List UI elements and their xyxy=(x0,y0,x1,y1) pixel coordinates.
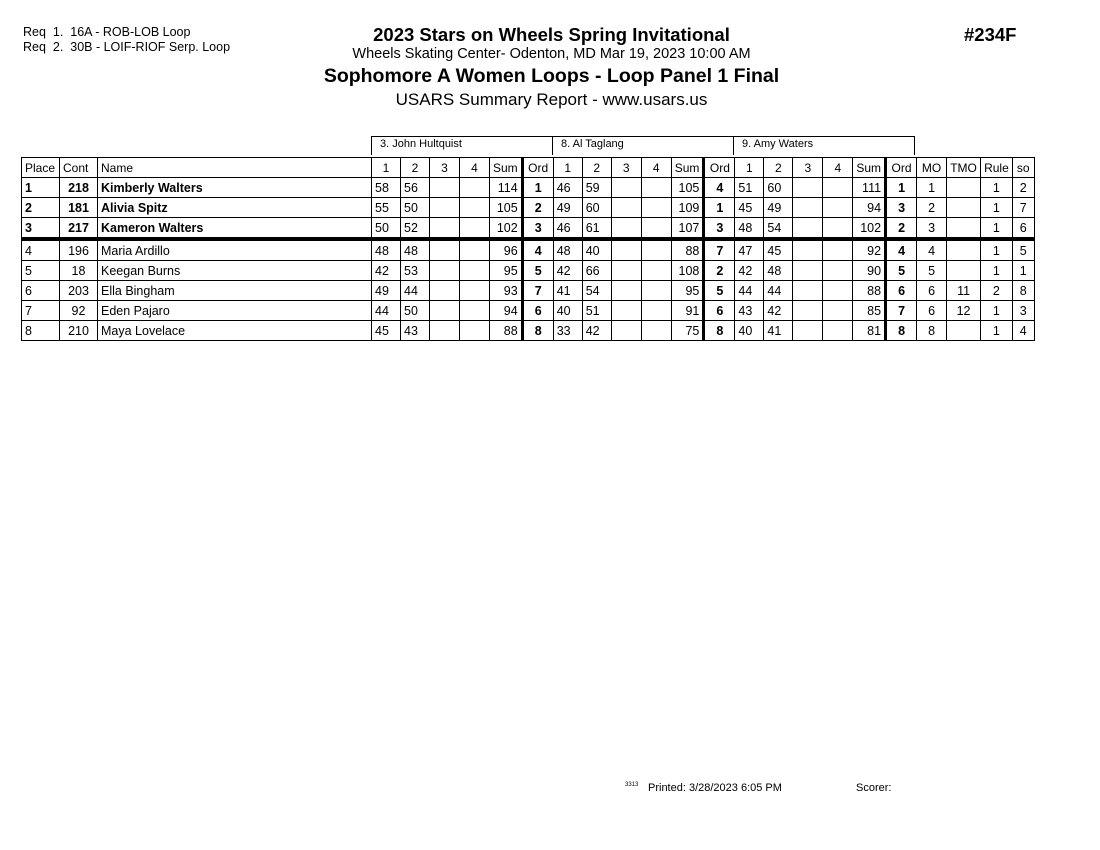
so-cell: 5 xyxy=(1012,239,1034,261)
tmo-cell xyxy=(947,178,981,198)
so-cell: 7 xyxy=(1012,198,1034,218)
j3-score-cell xyxy=(823,239,853,261)
j2-score-cell: 40 xyxy=(553,301,582,321)
col-cont: Cont xyxy=(60,158,98,178)
mo-cell: 6 xyxy=(917,301,947,321)
place-cell: 2 xyxy=(22,198,60,218)
so-cell: 6 xyxy=(1012,218,1034,240)
j3-score-cell: 40 xyxy=(735,321,764,341)
j2-ordinal-cell: 6 xyxy=(704,301,735,321)
j2-score-cell xyxy=(641,321,671,341)
table-row xyxy=(22,261,1035,281)
j2-score-cell xyxy=(641,178,671,198)
place-cell: 5 xyxy=(22,261,60,281)
tmo-cell xyxy=(947,198,981,218)
requirement-2: Req 2. 30B - LOIF-RIOF Serp. Loop xyxy=(23,40,231,54)
j3-score-cell xyxy=(793,321,823,341)
j2-score-cell: 33 xyxy=(553,321,582,341)
contestant-number-cell: 181 xyxy=(60,198,98,218)
j2-ordinal-cell: 4 xyxy=(704,178,735,198)
j3-sum-cell: 102 xyxy=(853,218,886,240)
j3-sum-cell: 92 xyxy=(853,239,886,261)
j2-score-cell xyxy=(611,301,641,321)
contestant-number-cell: 218 xyxy=(60,178,98,198)
j1-score-cell xyxy=(430,198,460,218)
col-j3-s4: 4 xyxy=(823,158,853,178)
j2-score-cell: 42 xyxy=(582,321,611,341)
j3-score-cell: 42 xyxy=(764,301,793,321)
tmo-cell xyxy=(947,218,981,240)
j2-sum-cell: 107 xyxy=(671,218,704,240)
j1-ordinal-cell: 3 xyxy=(522,218,553,240)
j2-score-cell xyxy=(641,301,671,321)
j2-sum-cell: 95 xyxy=(671,281,704,301)
place-cell: 1 xyxy=(22,178,60,198)
col-j1-s2: 2 xyxy=(401,158,430,178)
j3-sum-cell: 85 xyxy=(853,301,886,321)
j3-score-cell: 60 xyxy=(764,178,793,198)
mo-cell: 1 xyxy=(917,178,947,198)
j3-ordinal-cell: 1 xyxy=(886,178,917,198)
col-j2-s2: 2 xyxy=(582,158,611,178)
j3-ordinal-cell: 4 xyxy=(886,239,917,261)
j2-sum-cell: 105 xyxy=(671,178,704,198)
j2-ordinal-cell: 8 xyxy=(704,321,735,341)
j3-score-cell: 48 xyxy=(735,218,764,240)
j1-score-cell: 42 xyxy=(372,261,401,281)
contestant-number-cell: 203 xyxy=(60,281,98,301)
j1-sum-cell: 114 xyxy=(490,178,523,198)
rule-cell: 1 xyxy=(981,261,1013,281)
j2-ordinal-cell: 5 xyxy=(704,281,735,301)
j3-score-cell xyxy=(793,239,823,261)
tmo-cell xyxy=(947,239,981,261)
j1-score-cell: 50 xyxy=(372,218,401,240)
col-tmo: TMO xyxy=(947,158,981,178)
col-j1-s4: 4 xyxy=(460,158,490,178)
mo-cell: 4 xyxy=(917,239,947,261)
mo-cell: 6 xyxy=(917,281,947,301)
j2-ordinal-cell: 7 xyxy=(704,239,735,261)
col-j3-s3: 3 xyxy=(793,158,823,178)
skater-name-cell: Ella Bingham xyxy=(98,281,372,301)
skater-name-cell: Eden Pajaro xyxy=(98,301,372,321)
requirement-1: Req 1. 16A - ROB-LOB Loop xyxy=(23,25,191,39)
tmo-cell: 12 xyxy=(947,301,981,321)
j1-score-cell xyxy=(460,218,490,240)
j2-score-cell: 48 xyxy=(553,239,582,261)
skater-name-cell: Alivia Spitz xyxy=(98,198,372,218)
j3-score-cell: 43 xyxy=(735,301,764,321)
col-j1-s1: 1 xyxy=(372,158,401,178)
j1-score-cell xyxy=(460,239,490,261)
j1-score-cell xyxy=(430,218,460,240)
j2-sum-cell: 109 xyxy=(671,198,704,218)
rule-cell: 1 xyxy=(981,301,1013,321)
j2-score-cell xyxy=(611,261,641,281)
j2-ordinal-cell: 1 xyxy=(704,198,735,218)
j3-ordinal-cell: 3 xyxy=(886,198,917,218)
col-rule: Rule xyxy=(981,158,1013,178)
j3-score-cell: 42 xyxy=(735,261,764,281)
j3-sum-cell: 81 xyxy=(853,321,886,341)
j1-ordinal-cell: 7 xyxy=(522,281,553,301)
j2-score-cell: 49 xyxy=(553,198,582,218)
tmo-cell: 11 xyxy=(947,281,981,301)
j2-sum-cell: 88 xyxy=(671,239,704,261)
j2-score-cell: 41 xyxy=(553,281,582,301)
so-cell: 2 xyxy=(1012,178,1034,198)
rule-cell: 1 xyxy=(981,321,1013,341)
j1-score-cell xyxy=(430,281,460,301)
col-j2-sum: Sum xyxy=(671,158,704,178)
j3-ordinal-cell: 2 xyxy=(886,218,917,240)
col-so: so xyxy=(1012,158,1034,178)
table-row xyxy=(22,301,1035,321)
j3-score-cell: 51 xyxy=(735,178,764,198)
j3-ordinal-cell: 5 xyxy=(886,261,917,281)
j2-score-cell: 51 xyxy=(582,301,611,321)
j3-score-cell: 45 xyxy=(764,239,793,261)
so-cell: 4 xyxy=(1012,321,1034,341)
j1-score-cell xyxy=(460,261,490,281)
j1-score-cell: 55 xyxy=(372,198,401,218)
j2-sum-cell: 75 xyxy=(671,321,704,341)
col-j2-s3: 3 xyxy=(611,158,641,178)
j2-ordinal-cell: 3 xyxy=(704,218,735,240)
j1-score-cell: 50 xyxy=(401,301,430,321)
table-row xyxy=(22,321,1035,341)
j1-sum-cell: 105 xyxy=(490,198,523,218)
j3-score-cell: 54 xyxy=(764,218,793,240)
col-j3-s2: 2 xyxy=(764,158,793,178)
j1-score-cell xyxy=(460,301,490,321)
j3-score-cell xyxy=(793,261,823,281)
j3-ordinal-cell: 6 xyxy=(886,281,917,301)
judge-3-label: 9. Amy Waters xyxy=(734,136,915,155)
col-j3-ord: Ord xyxy=(886,158,917,178)
j1-sum-cell: 102 xyxy=(490,218,523,240)
contestant-number-cell: 196 xyxy=(60,239,98,261)
rule-cell: 1 xyxy=(981,218,1013,240)
skater-name-cell: Kameron Walters xyxy=(98,218,372,240)
table-row xyxy=(22,218,1035,240)
j1-score-cell: 58 xyxy=(372,178,401,198)
j1-score-cell xyxy=(430,301,460,321)
j3-sum-cell: 90 xyxy=(853,261,886,281)
mo-cell: 2 xyxy=(917,198,947,218)
col-j2-ord: Ord xyxy=(704,158,735,178)
j3-sum-cell: 111 xyxy=(853,178,886,198)
place-cell: 8 xyxy=(22,321,60,341)
j1-score-cell: 48 xyxy=(401,239,430,261)
mo-cell: 8 xyxy=(917,321,947,341)
table-row xyxy=(22,239,1035,261)
j2-score-cell xyxy=(611,198,641,218)
skater-name-cell: Maria Ardillo xyxy=(98,239,372,261)
j3-score-cell: 49 xyxy=(764,198,793,218)
col-mo: MO xyxy=(917,158,947,178)
col-name: Name xyxy=(98,158,372,178)
table-row xyxy=(22,198,1035,218)
skater-name-cell: Kimberly Walters xyxy=(98,178,372,198)
rule-cell: 1 xyxy=(981,239,1013,261)
j3-score-cell xyxy=(823,198,853,218)
j1-score-cell: 43 xyxy=(401,321,430,341)
j3-score-cell xyxy=(823,321,853,341)
j1-sum-cell: 96 xyxy=(490,239,523,261)
j3-score-cell xyxy=(823,178,853,198)
j3-sum-cell: 94 xyxy=(853,198,886,218)
col-j1-s3: 3 xyxy=(430,158,460,178)
col-j3-s1: 1 xyxy=(735,158,764,178)
table-row xyxy=(22,281,1035,301)
scorer-label: Scorer: xyxy=(856,782,892,794)
place-cell: 6 xyxy=(22,281,60,301)
so-cell: 8 xyxy=(1012,281,1034,301)
tmo-cell xyxy=(947,321,981,341)
j1-ordinal-cell: 5 xyxy=(522,261,553,281)
competition-title: 2023 Stars on Wheels Spring Invitational xyxy=(373,24,730,45)
j2-score-cell xyxy=(641,281,671,301)
place-cell: 4 xyxy=(22,239,60,261)
so-cell: 3 xyxy=(1012,301,1034,321)
j3-score-cell xyxy=(823,218,853,240)
j3-score-cell xyxy=(793,198,823,218)
event-id: #234F xyxy=(964,24,1017,45)
judge-1-label: 3. John Hultquist xyxy=(371,136,553,155)
j2-score-cell xyxy=(641,218,671,240)
j2-sum-cell: 91 xyxy=(671,301,704,321)
contestant-number-cell: 18 xyxy=(60,261,98,281)
j1-sum-cell: 93 xyxy=(490,281,523,301)
j3-score-cell xyxy=(823,281,853,301)
header-row xyxy=(22,158,1035,178)
j2-sum-cell: 108 xyxy=(671,261,704,281)
report-title: USARS Summary Report - www.usars.us xyxy=(395,90,708,109)
j1-score-cell: 52 xyxy=(401,218,430,240)
j1-score-cell xyxy=(430,261,460,281)
j2-score-cell xyxy=(611,218,641,240)
place-cell: 3 xyxy=(22,218,60,240)
j2-score-cell: 59 xyxy=(582,178,611,198)
j3-score-cell: 44 xyxy=(764,281,793,301)
col-j2-s1: 1 xyxy=(553,158,582,178)
j2-score-cell: 46 xyxy=(553,178,582,198)
j2-score-cell xyxy=(641,239,671,261)
j1-score-cell: 45 xyxy=(372,321,401,341)
j2-score-cell xyxy=(641,198,671,218)
j1-sum-cell: 88 xyxy=(490,321,523,341)
place-cell: 7 xyxy=(22,301,60,321)
skater-name-cell: Keegan Burns xyxy=(98,261,372,281)
j1-score-cell xyxy=(430,178,460,198)
col-j3-sum: Sum xyxy=(853,158,886,178)
j1-score-cell: 48 xyxy=(372,239,401,261)
j2-ordinal-cell: 2 xyxy=(704,261,735,281)
j1-score-cell xyxy=(430,239,460,261)
venue-line: Wheels Skating Center- Odenton, MD Mar 19, 2023 10:00 AM xyxy=(352,46,751,62)
so-cell: 1 xyxy=(1012,261,1034,281)
j1-score-cell xyxy=(430,321,460,341)
j3-score-cell xyxy=(823,301,853,321)
j3-score-cell xyxy=(793,178,823,198)
j1-ordinal-cell: 2 xyxy=(522,198,553,218)
j3-score-cell: 47 xyxy=(735,239,764,261)
j2-score-cell: 54 xyxy=(582,281,611,301)
footer-code: 3313 xyxy=(625,782,639,788)
j3-ordinal-cell: 8 xyxy=(886,321,917,341)
j1-score-cell: 44 xyxy=(401,281,430,301)
col-place: Place xyxy=(22,158,60,178)
tmo-cell xyxy=(947,261,981,281)
j2-score-cell: 42 xyxy=(553,261,582,281)
j2-score-cell: 61 xyxy=(582,218,611,240)
j2-score-cell: 40 xyxy=(582,239,611,261)
rule-cell: 1 xyxy=(981,178,1013,198)
j1-score-cell: 49 xyxy=(372,281,401,301)
col-j1-ord: Ord xyxy=(522,158,553,178)
j1-score-cell xyxy=(460,178,490,198)
j3-ordinal-cell: 7 xyxy=(886,301,917,321)
j1-sum-cell: 95 xyxy=(490,261,523,281)
rule-cell: 1 xyxy=(981,198,1013,218)
results-table xyxy=(21,157,1035,341)
mo-cell: 3 xyxy=(917,218,947,240)
rule-cell: 2 xyxy=(981,281,1013,301)
j1-score-cell xyxy=(460,281,490,301)
report-header xyxy=(0,24,1100,111)
j3-score-cell: 44 xyxy=(735,281,764,301)
j2-score-cell: 46 xyxy=(553,218,582,240)
skater-name-cell: Maya Lovelace xyxy=(98,321,372,341)
j3-score-cell: 48 xyxy=(764,261,793,281)
j1-ordinal-cell: 1 xyxy=(522,178,553,198)
j1-ordinal-cell: 4 xyxy=(522,239,553,261)
j2-score-cell xyxy=(611,178,641,198)
j2-score-cell xyxy=(611,239,641,261)
j1-sum-cell: 94 xyxy=(490,301,523,321)
contestant-number-cell: 217 xyxy=(60,218,98,240)
j3-score-cell xyxy=(823,261,853,281)
contestant-number-cell: 92 xyxy=(60,301,98,321)
j3-score-cell: 45 xyxy=(735,198,764,218)
j3-score-cell xyxy=(793,301,823,321)
j3-score-cell: 41 xyxy=(764,321,793,341)
col-j1-sum: Sum xyxy=(490,158,523,178)
mo-cell: 5 xyxy=(917,261,947,281)
contestant-number-cell: 210 xyxy=(60,321,98,341)
j1-ordinal-cell: 8 xyxy=(522,321,553,341)
j1-score-cell xyxy=(460,321,490,341)
table-row xyxy=(22,178,1035,198)
j2-score-cell: 60 xyxy=(582,198,611,218)
j3-score-cell xyxy=(793,281,823,301)
judge-panel xyxy=(371,136,915,155)
col-j2-s4: 4 xyxy=(641,158,671,178)
j2-score-cell xyxy=(611,321,641,341)
j1-score-cell: 44 xyxy=(372,301,401,321)
judge-2-label: 8. Al Taglang xyxy=(553,136,734,155)
j1-score-cell: 53 xyxy=(401,261,430,281)
event-title: Sophomore A Women Loops - Loop Panel 1 Final xyxy=(323,65,780,87)
j3-score-cell xyxy=(793,218,823,240)
j1-score-cell: 50 xyxy=(401,198,430,218)
j2-score-cell xyxy=(611,281,641,301)
printed-timestamp: Printed: 3/28/2023 6:05 PM xyxy=(648,782,782,794)
j1-ordinal-cell: 6 xyxy=(522,301,553,321)
j1-score-cell xyxy=(460,198,490,218)
j1-score-cell: 56 xyxy=(401,178,430,198)
j3-sum-cell: 88 xyxy=(853,281,886,301)
j2-score-cell: 66 xyxy=(582,261,611,281)
j2-score-cell xyxy=(641,261,671,281)
